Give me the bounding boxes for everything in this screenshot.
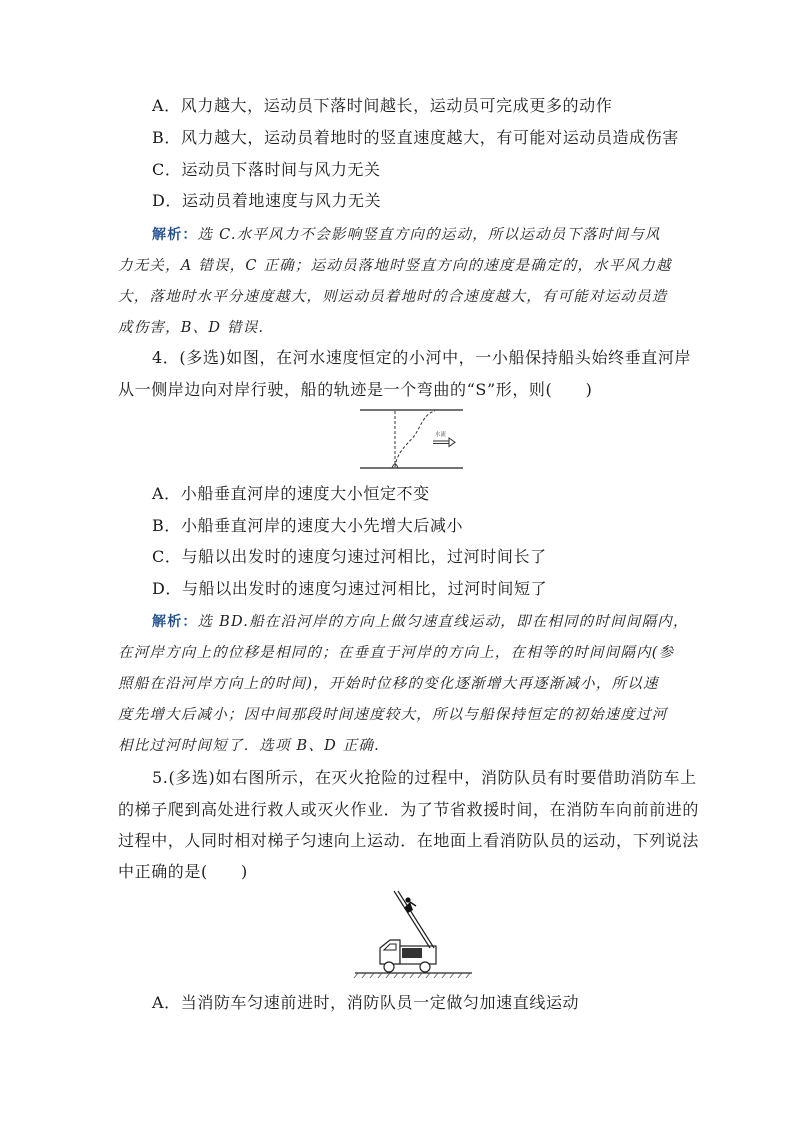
q5-option-a: A．当消防车匀速前进时，消防队员一定做匀加速直线运动 xyxy=(152,993,580,1012)
q3-option-b: B．风力越大，运动员着地时的竖直速度越大，有可能对运动员造成伤害 xyxy=(152,128,679,147)
fire-truck-figure xyxy=(352,888,476,982)
river-figure xyxy=(355,405,467,473)
q3-solution-line-3: 大，落地时水平分速度越大，则运动员着地时的合速度越大，有可能对运动员造 xyxy=(118,289,668,305)
front-wheel xyxy=(384,962,394,972)
q4-stem-line-1: 4．(多选)如图，在河水速度恒定的小河中，一小船保持船头始终垂直河岸 xyxy=(152,348,692,367)
q4-option-c: C．与船以出发时的速度匀速过河相比，过河时间长了 xyxy=(152,547,547,566)
q4-solution-line-1: 解析：选 BD.船在沿河岸的方向上做匀速直线运动，即在相同的时间间隔内， xyxy=(152,614,689,630)
equipment-box xyxy=(402,948,422,958)
rear-wheel xyxy=(420,962,430,972)
water-flow-label: 水流 xyxy=(435,432,447,438)
q3-solution-line-1: 解析：选 C.水平风力不会影响竖直方向的运动，所以运动员下落时间与风 xyxy=(152,227,661,243)
q3-solution-line-4: 成伤害，B、D 错误. xyxy=(118,320,265,336)
q3-option-d: D．运动员着地速度与风力无关 xyxy=(152,191,382,210)
q4-solution-label: 解析： xyxy=(152,614,198,630)
q4-option-b: B．小船垂直河岸的速度大小先增大后减小 xyxy=(152,516,464,535)
s-trajectory-path xyxy=(395,411,435,467)
q4-solution-line-2: 在河岸方向上的位移是相同的；在垂直于河岸的方向上，在相等的时间间隔内(参 xyxy=(118,645,675,661)
q3-solution-line-2: 力无关，A 错误，C 正确；运动员落地时竖直方向的速度是确定的，水平风力越 xyxy=(118,258,672,274)
q5-stem-line-1: 5.(多选)如右图所示，在灭火抢险的过程中，消防队员有时要借助消防车上 xyxy=(152,768,697,787)
q5-stem-line-2: 的梯子爬到高处进行救人或灭火作业．为了节省救援时间，在消防车向前前进的 xyxy=(118,800,700,819)
q5-stem-line-3: 过程中，人同时相对梯子匀速向上运动．在地面上看消防队员的运动，下列说法 xyxy=(118,831,700,850)
q3-solution-label: 解析： xyxy=(152,227,198,243)
q5-stem-line-4: 中正确的是( ) xyxy=(118,862,248,881)
q4-solution-line-3: 照船在沿河岸方向上的时间)，开始时位移的变化逐渐增大再逐渐减小，所以速 xyxy=(118,676,659,692)
q4-option-a: A．小船垂直河岸的速度大小恒定不变 xyxy=(152,484,430,503)
q3-option-c: C．运动员下落时间与风力无关 xyxy=(152,160,381,179)
q4-stem-line-2: 从一侧岸边向对岸行驶，船的轨迹是一个弯曲的“S”形，则( ) xyxy=(118,380,593,399)
q4-option-d: D．与船以出发时的速度匀速过河相比，过河时间短了 xyxy=(152,579,548,598)
q4-solution-line-4: 度先增大后减小；因中间那段时间速度较大，所以与船保持恒定的初始速度过河 xyxy=(118,707,668,723)
q4-solution-line-5: 相比过河时间短了．选项 B、D 正确. xyxy=(118,738,380,754)
q3-option-a: A．风力越大，运动员下落时间越长，运动员可完成更多的动作 xyxy=(152,96,613,115)
